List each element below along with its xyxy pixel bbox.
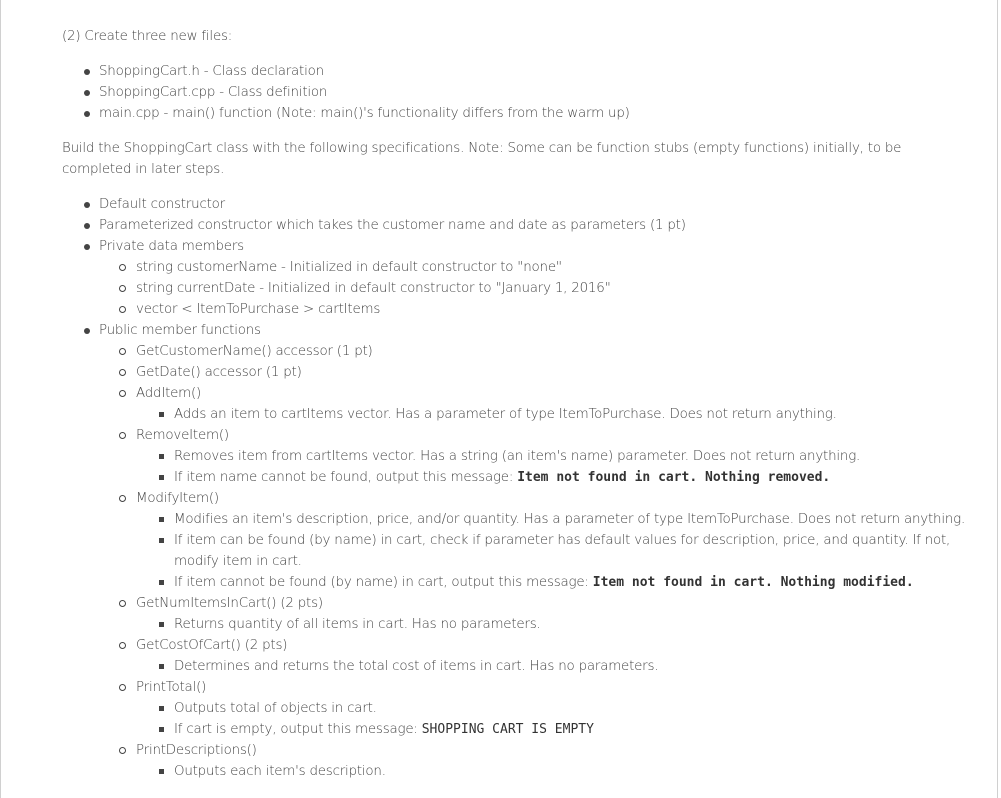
function-name: GetCostOfCart() (2 pts) xyxy=(136,638,288,653)
spec-label: Default constructor xyxy=(99,197,225,212)
spec-list xyxy=(62,194,972,782)
function-detail: Adds an item to cartItems vector. Has a parameter of type ItemToPurchase. Does not return anything. xyxy=(136,404,972,425)
function-detail xyxy=(136,572,972,593)
private-member-item: string customerName - Initialized in default constructor to "none" xyxy=(99,257,972,278)
files-list xyxy=(62,61,972,124)
function-name: PrintDescriptions() xyxy=(136,743,257,758)
public-functions-list xyxy=(99,341,972,782)
detail-text: If cart is empty, output this message: xyxy=(174,722,422,737)
spec-label: Parameterized constructor which takes the customer name and date as parameters (1 pt) xyxy=(99,218,686,233)
function-item xyxy=(99,635,972,677)
spec-param-constructor xyxy=(62,215,972,236)
function-detail: If item can be found (by name) in cart, check if parameter has default values for description, price, and quantity. If not, modify item in cart. xyxy=(136,530,972,572)
function-item xyxy=(99,593,972,635)
spec-label: Public member functions xyxy=(99,323,261,338)
private-member-item: vector < ItemToPurchase > cartItems xyxy=(99,299,972,320)
function-detail: Determines and returns the total cost of items in cart. Has no parameters. xyxy=(136,656,972,677)
function-details xyxy=(136,698,972,740)
spec-label: Private data members xyxy=(99,239,244,254)
function-name: ModifyItem() xyxy=(136,491,219,506)
build-text: Build the ShoppingCart class with the following specifications. Note: Some can be function stubs (empty functions) initially, to be completed in later steps. xyxy=(62,141,902,177)
assignment-content xyxy=(62,26,972,782)
function-detail: Outputs each item's description. xyxy=(136,761,972,782)
function-item xyxy=(99,362,972,383)
spec-default-constructor xyxy=(62,194,972,215)
function-detail: Modifies an item's description, price, and/or quantity. Has a parameter of type ItemToPurchase. Does not return anything. xyxy=(136,509,972,530)
function-details xyxy=(136,614,972,635)
private-member-item: string currentDate - Initialized in default constructor to "January 1, 2016" xyxy=(99,278,972,299)
function-name: AddItem() xyxy=(136,386,202,401)
function-details xyxy=(136,446,972,488)
function-item xyxy=(99,341,972,362)
function-name: PrintTotal() xyxy=(136,680,207,695)
detail-text: If item name cannot be found, output this message: xyxy=(174,470,518,485)
file-item: ShoppingCart.cpp - Class definition xyxy=(62,82,972,103)
function-name: GetDate() accessor (1 pt) xyxy=(136,365,302,380)
code-message: Item not found in cart. Nothing removed. xyxy=(517,470,831,485)
function-detail: Returns quantity of all items in cart. Has no parameters. xyxy=(136,614,972,635)
function-name: GetCustomerName() accessor (1 pt) xyxy=(136,344,373,359)
function-item xyxy=(99,740,972,782)
code-message: Item not found in cart. Nothing modified. xyxy=(592,575,914,590)
function-details xyxy=(136,509,972,593)
function-detail xyxy=(136,719,972,740)
spec-private-members xyxy=(62,236,972,320)
function-item xyxy=(99,383,972,425)
code-message: SHOPPING CART IS EMPTY xyxy=(421,722,594,737)
private-members-list xyxy=(99,257,972,320)
function-details xyxy=(136,656,972,677)
function-name: GetNumItemsInCart() (2 pts) xyxy=(136,596,323,611)
function-item xyxy=(99,488,972,593)
function-detail: Outputs total of objects in cart. xyxy=(136,698,972,719)
function-details xyxy=(136,761,972,782)
function-detail: Removes item from cartItems vector. Has a string (an item's name) parameter. Does not return anything. xyxy=(136,446,972,467)
function-detail xyxy=(136,467,972,488)
file-item: ShoppingCart.h - Class declaration xyxy=(62,61,972,82)
intro-text: (2) Create three new files: xyxy=(62,29,233,44)
detail-text: If item cannot be found (by name) in cart, output this message: xyxy=(174,575,593,590)
function-item xyxy=(99,425,972,488)
file-item: main.cpp - main() function (Note: main()'s functionality differs from the warm up) xyxy=(62,103,972,124)
function-details xyxy=(136,404,972,425)
spec-public-functions xyxy=(62,320,972,782)
function-name: RemoveItem() xyxy=(136,428,229,443)
function-item xyxy=(99,677,972,740)
